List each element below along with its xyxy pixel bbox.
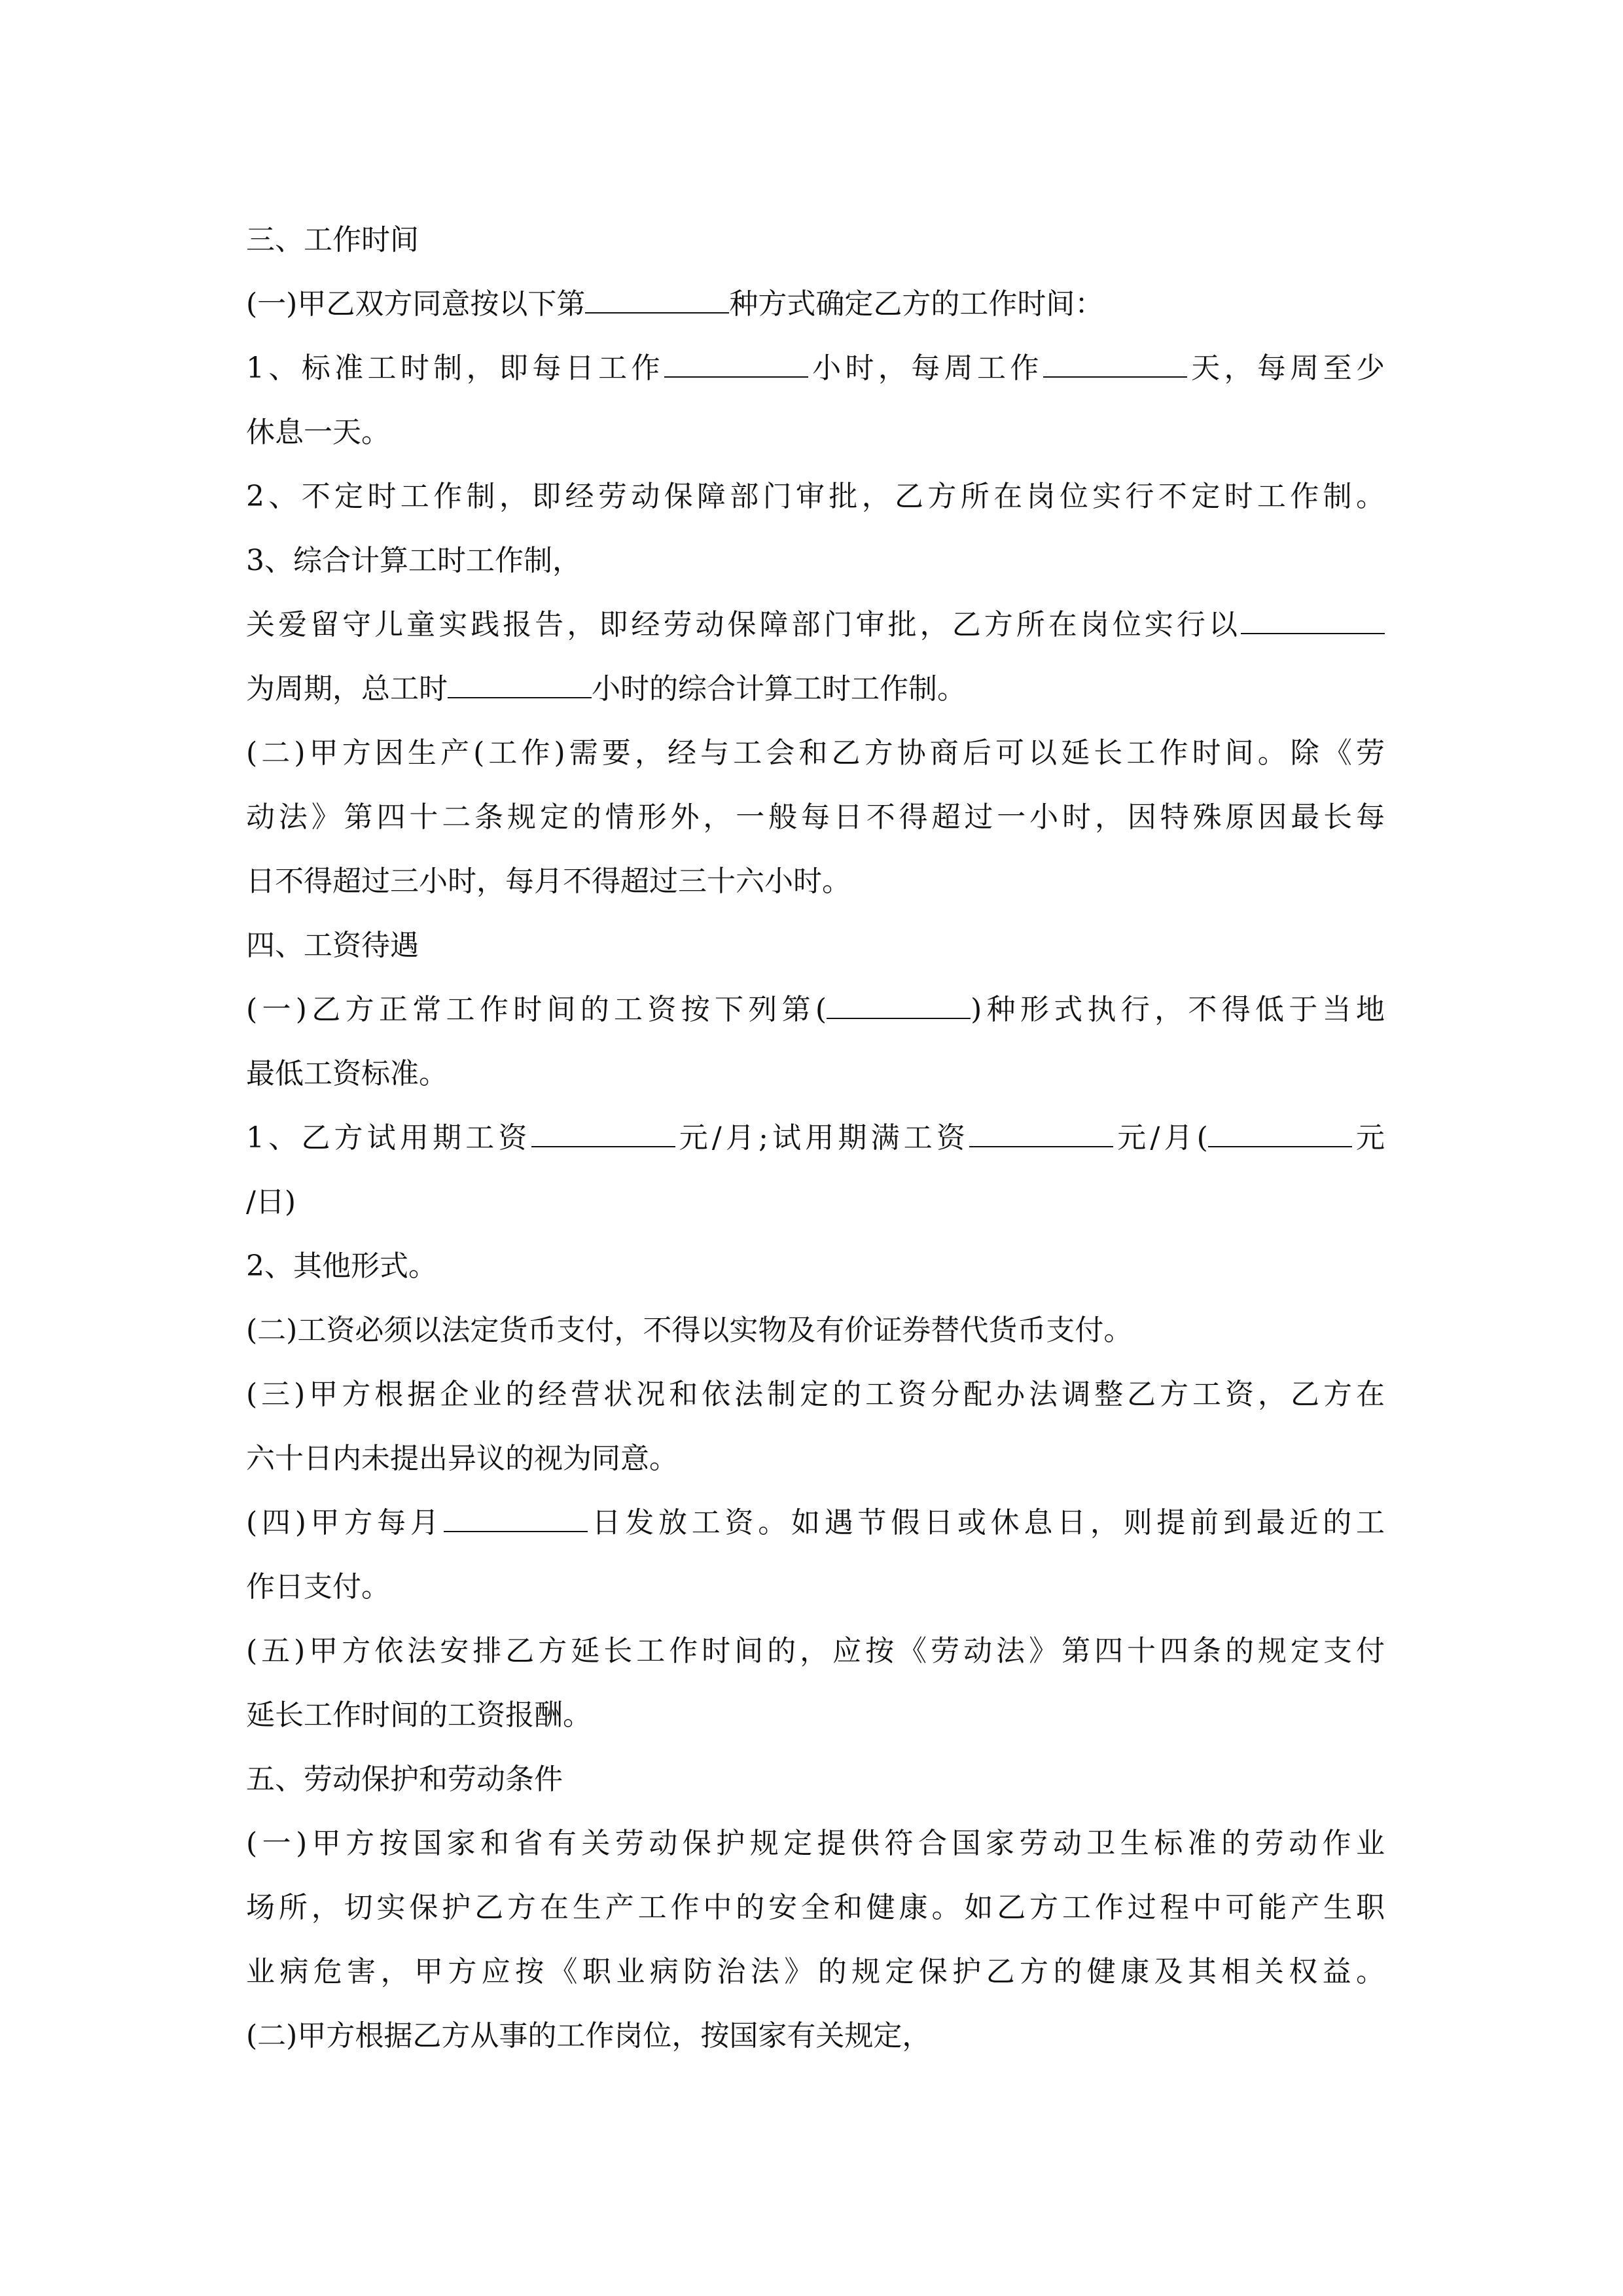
paragraph-line: 业病危害，甲方应按《职业病防治法》的规定保护乙方的健康及其相关权益。 xyxy=(246,1955,1385,1988)
paragraph-line: 六十日内未提出异议的视为同意。 xyxy=(246,1442,678,1475)
paragraph-line: (二)工资必须以法定货币支付，不得以实物及有价证券替代货币支付。 xyxy=(246,1314,1133,1347)
paragraph-line: 场所，切实保护乙方在生产工作中的安全和健康。如乙方工作过程中可能产生职 xyxy=(246,1891,1385,1924)
paragraph-line: (一)甲乙双方同意按以下第 种方式确定乙方的工作时间： xyxy=(246,287,1104,321)
paragraph-line: (三)甲方根据企业的经营状况和依法制定的工资分配办法调整乙方工资，乙方在 xyxy=(246,1378,1385,1411)
fill-in-blank xyxy=(1241,609,1385,634)
paragraph-line: 2、其他形式。 xyxy=(246,1249,437,1283)
fill-in-blank xyxy=(531,1122,675,1147)
paragraph-line: (一)乙方正常工作时间的工资按下列第( )种形式执行，不得低于当地 xyxy=(246,993,1385,1026)
paragraph-line: (五)甲方依法安排乙方延长工作时间的，应按《劳动法》第四十四条的规定支付 xyxy=(246,1634,1385,1668)
paragraph-line: 休息一天。 xyxy=(246,416,390,449)
paragraph-line: 动法》第四十二条规定的情形外，一般每日不得超过一小时，因特殊原因最长每 xyxy=(246,800,1385,834)
fill-in-blank xyxy=(827,994,971,1019)
paragraph-line: 1、乙方试用期工资 元/月;试用期满工资 元/月( 元 xyxy=(246,1121,1385,1155)
section-heading-work-time: 三、工作时间 xyxy=(246,223,419,257)
paragraph-line: 作日支付。 xyxy=(246,1570,390,1604)
paragraph-line: 2、不定时工作制，即经劳动保障部门审批，乙方所在岗位实行不定时工作制。 xyxy=(246,480,1385,513)
paragraph-line: (二)甲方因生产(工作)需要，经与工会和乙方协商后可以延长工作时间。除《劳 xyxy=(246,736,1385,770)
fill-in-blank xyxy=(1208,1122,1352,1147)
fill-in-blank xyxy=(448,673,592,698)
fill-in-blank xyxy=(444,1507,588,1532)
section-heading-labor-protection: 五、劳动保护和劳动条件 xyxy=(246,1763,563,1796)
paragraph-line: (二)甲方根据乙方从事的工作岗位，按国家有关规定， xyxy=(246,2019,931,2053)
fill-in-blank xyxy=(969,1122,1113,1147)
paragraph-line: 关爱留守儿童实践报告，即经劳动保障部门审批，乙方所在岗位实行以 xyxy=(246,593,1385,657)
paragraph-line: 日不得超过三小时，每月不得超过三十六小时。 xyxy=(246,865,851,898)
paragraph-line: 最低工资标准。 xyxy=(246,1057,448,1090)
paragraph-line: 延长工作时间的工资报酬。 xyxy=(246,1698,592,1732)
paragraph-line: /日) xyxy=(246,1185,296,1219)
paragraph-line: (四)甲方每月 日发放工资。如遇节假日或休息日，则提前到最近的工 xyxy=(246,1506,1385,1539)
paragraph-line: 3、综合计算工时工作制， xyxy=(246,544,581,577)
document-body xyxy=(246,208,1385,2068)
paragraph-line: 1、标准工时制，即每日工作 小时，每周工作 天，每周至少 xyxy=(246,351,1385,385)
paragraph-line: (一)甲方按国家和省有关劳动保护规定提供符合国家劳动卫生标准的劳动作业 xyxy=(246,1827,1385,1860)
fill-in-blank xyxy=(1043,353,1187,378)
paragraph-line: 为周期，总工时 小时的综合计算工时工作制。 xyxy=(246,672,966,706)
section-heading-wages: 四、工资待遇 xyxy=(246,929,419,962)
fill-in-blank xyxy=(585,289,729,314)
fill-in-blank xyxy=(664,353,808,378)
